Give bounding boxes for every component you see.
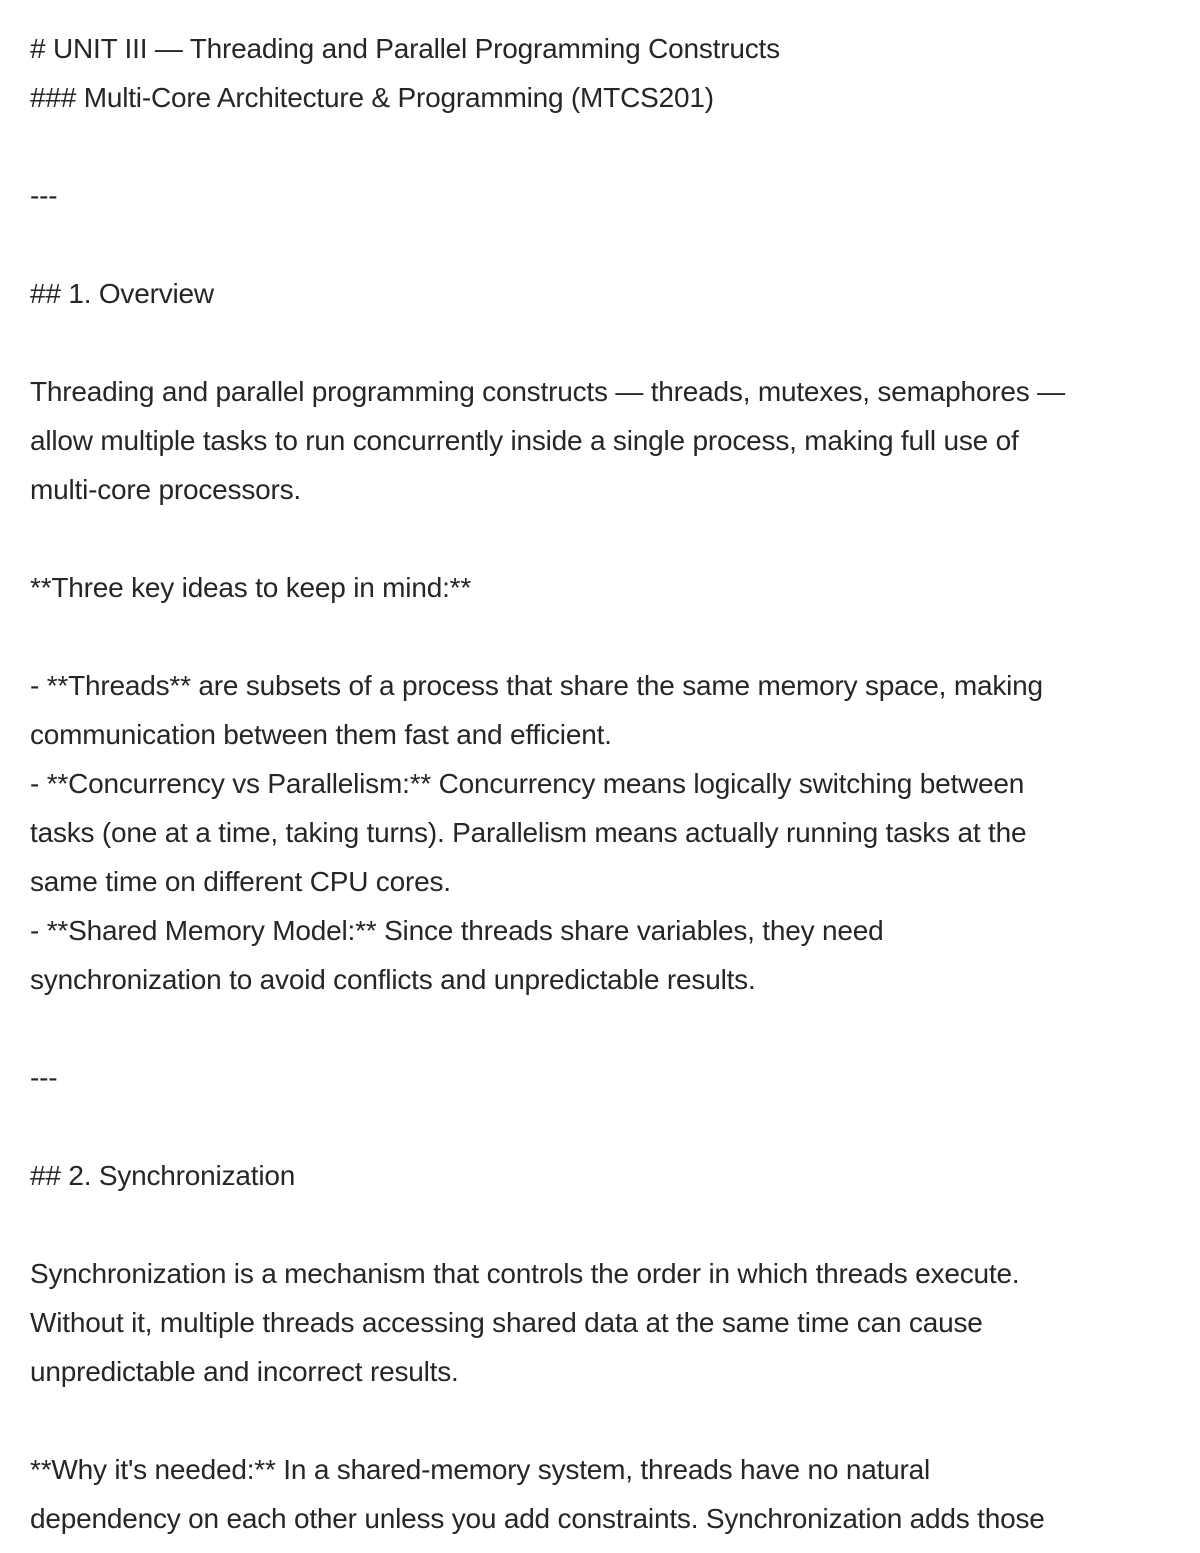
paragraph-line: Threading and parallel programming constructs — threads, mutexes, semaphores — xyxy=(30,376,1065,407)
paragraph-line: allow multiple tasks to run concurrently inside a single process, making full use of xyxy=(30,425,1019,456)
document-page xyxy=(30,24,1175,1543)
blank-line xyxy=(30,1102,1175,1151)
paragraph-line: dependency on each other unless you add constraints. Synchronization adds those xyxy=(30,1503,1045,1534)
bullet-line: tasks (one at a time, taking turns). Parallelism means actually running tasks at the xyxy=(30,817,1027,848)
section-heading-synchronization: ## 2. Synchronization xyxy=(30,1160,296,1191)
blank-line xyxy=(30,612,1175,661)
horizontal-rule-markdown: --- xyxy=(30,180,58,211)
paragraph-line: Without it, multiple threads accessing shared data at the same time can cause xyxy=(30,1307,983,1338)
horizontal-rule-markdown: --- xyxy=(30,1062,58,1093)
document-subtitle: ### Multi-Core Architecture & Programming (MTCS201) xyxy=(30,82,714,113)
bullet-line: - **Threads** are subsets of a process that share the same memory space, making xyxy=(30,670,1043,701)
blank-line xyxy=(30,1396,1175,1445)
blank-line xyxy=(30,1004,1175,1053)
blank-line xyxy=(30,514,1175,563)
bullet-line: communication between them fast and efficient. xyxy=(30,719,612,750)
bullet-line: same time on different CPU cores. xyxy=(30,866,451,897)
section-heading-overview: ## 1. Overview xyxy=(30,278,214,309)
bullet-line: - **Concurrency vs Parallelism:** Concurrency means logically switching between xyxy=(30,768,1025,799)
paragraph-line: Synchronization is a mechanism that controls the order in which threads execute. xyxy=(30,1258,1020,1289)
paragraph-line: **Why it's needed:** In a shared-memory system, threads have no natural xyxy=(30,1454,931,1485)
blank-line xyxy=(30,1200,1175,1249)
key-ideas-label: **Three key ideas to keep in mind:** xyxy=(30,572,472,603)
bullet-line: - **Shared Memory Model:** Since threads share variables, they need xyxy=(30,915,884,946)
paragraph-line: multi-core processors. xyxy=(30,474,302,505)
blank-line xyxy=(30,122,1175,171)
bullet-line: synchronization to avoid conflicts and unpredictable results. xyxy=(30,964,756,995)
document-title: # UNIT III — Threading and Parallel Programming Constructs xyxy=(30,33,780,64)
paragraph-line: unpredictable and incorrect results. xyxy=(30,1356,459,1387)
blank-line xyxy=(30,220,1175,269)
blank-line xyxy=(30,318,1175,367)
